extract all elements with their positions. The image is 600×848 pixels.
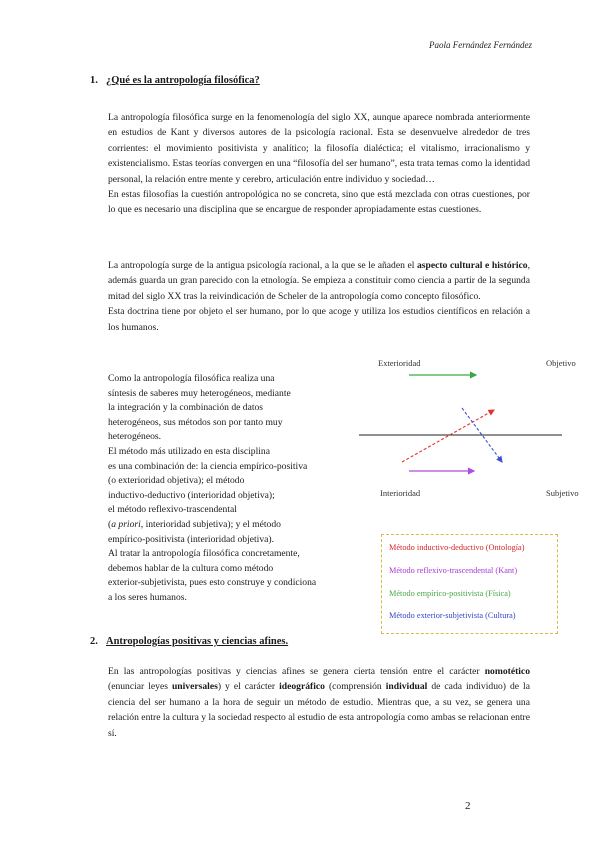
methods-line: Al tratar la antropología filosófica concretamente, — [108, 548, 300, 560]
origin-paragraph — [108, 258, 530, 335]
methods-line: empírico-positivista (interioridad objetiva). — [108, 533, 274, 545]
methods-line: es una combinación de: la ciencia empírico-positiva — [108, 460, 308, 472]
section-2-title: Antropologías positivas y ciencias afines. — [106, 636, 289, 647]
legend-item-fisica: Método empírico-positivista (Física) — [389, 588, 511, 598]
p3-text: En las antropologías positivas y ciencias afines se genera cierta tensión entre el carácter — [108, 666, 485, 677]
methods-line: a los seres humanos. — [108, 591, 187, 603]
methods-line: inductivo-deductivo (interioridad objetiva); — [108, 489, 275, 501]
legend-item-kant: Método reflexivo-trascendental (Kant) — [389, 565, 518, 575]
methods-line: heterogéneos, sus métodos son por tanto muy — [108, 416, 283, 428]
page-number: 2 — [465, 800, 471, 812]
methods-column — [108, 372, 358, 606]
p3-bold-nomotetico: nomotético — [484, 666, 530, 677]
legend-item-cultura: Método exterior-subjetivista (Cultura) — [389, 611, 516, 621]
label-interioridad: Interioridad — [380, 488, 421, 498]
p3-text: ) y el carácter — [217, 681, 280, 693]
label-objetivo: Objetivo — [546, 358, 576, 368]
origin-text-after: , además guarda un gran parecido con la etnología. Se empieza a constituir como ciencia a partir de la segunda mitad del siglo XX tras la reivindicación de Scheler de la antropología como concepto filosófico. — [108, 260, 530, 302]
red-diagonal-arrow — [402, 410, 494, 462]
origin-bold: aspecto cultural e histórico — [416, 260, 528, 271]
p3-bold-universales: universales — [171, 681, 218, 693]
legend-item-ontologia: Método inductivo-deductivo (Ontología) — [389, 543, 525, 552]
positive-anthropology-paragraph — [108, 664, 530, 741]
p3-bold-individual: individual — [385, 681, 428, 693]
methods-line: (o exterioridad objetiva); el método — [108, 475, 245, 487]
label-subjetivo: Subjetivo — [546, 488, 579, 498]
p3-text: (comprensión — [324, 681, 386, 693]
p3-bold-ideografico: ideográfico — [279, 681, 325, 693]
section-1-title: ¿Qué es la antropología filosófica? — [106, 75, 260, 86]
author-name: Paola Fernández Fernández — [429, 40, 532, 50]
methods-line: El método más utilizado en esta disciplina — [108, 445, 270, 457]
intro-text-2: En estas filosofías la cuestión antropológica no se concreta, sino que está mezclada con otras cuestiones, por lo que es necesario una disciplina que se encargue de responder apropiadamente estas cuestiones. — [108, 189, 530, 216]
methods-line-rest: , interioridad subjetiva); y el método — [140, 518, 281, 530]
methods-line: (a priori, interioridad subjetiva); y el método — [108, 518, 281, 530]
intro-text: La antropología filosófica surge en la fenomenología del siglo XX, aunque aparece nombrada anteriormente en estudios de Kant y diversos autores de la psicología racional. Esta se desenvuelve alrededor de tres corrientes: el movimiento positivista y analítico; la filosofía dialéctica; el vitalismo, irracionalismo y existencialismo. Estas teorías convergen en una “filosofía del ser humano”, esta trata temas como la identidad personal, la relación entre mente y cerebro, articulación entre individuo y sociedad… — [108, 112, 530, 185]
origin-text: La antropología surge de la antigua psicología racional, a la que se le añaden el — [108, 260, 417, 271]
methods-line: Como la antropología filosófica realiza una — [108, 373, 275, 384]
section-2-number: 2. — [90, 636, 98, 647]
methods-line: síntesis de saberes muy heterogéneos, mediante — [108, 387, 291, 399]
methods-line: exterior-subjetivista, pues esto construye y condiciona — [108, 577, 317, 589]
methods-line: debemos hablar de la cultura como método — [108, 562, 274, 574]
methods-diagram — [350, 366, 580, 496]
origin-text-2: Esta doctrina tiene por objeto el ser humano, por lo que acoge y utiliza los estudios científicos en relación a los humanos. — [108, 306, 530, 333]
p3-text: de cada individuo) de la ciencia del ser humano a la hora de seguir un método de estudio. Mientras que, a su vez, se genera una relación entre la cultura y la sociedad respecto al estudio de esta antropología como ambas se relacionan entre sí. — [108, 681, 530, 739]
a-priori-italic: a priori — [111, 518, 141, 530]
methods-line: la integración y la combinación de datos — [108, 402, 264, 414]
methods-legend — [381, 534, 558, 634]
p3-text: (enunciar leyes — [108, 681, 172, 693]
section-1-number: 1. — [90, 75, 98, 86]
label-exterioridad: Exterioridad — [378, 358, 421, 368]
intro-paragraph — [108, 110, 530, 218]
methods-line: heterogéneos. — [108, 431, 162, 443]
methods-line: el método reflexivo-trascendental — [108, 504, 237, 516]
